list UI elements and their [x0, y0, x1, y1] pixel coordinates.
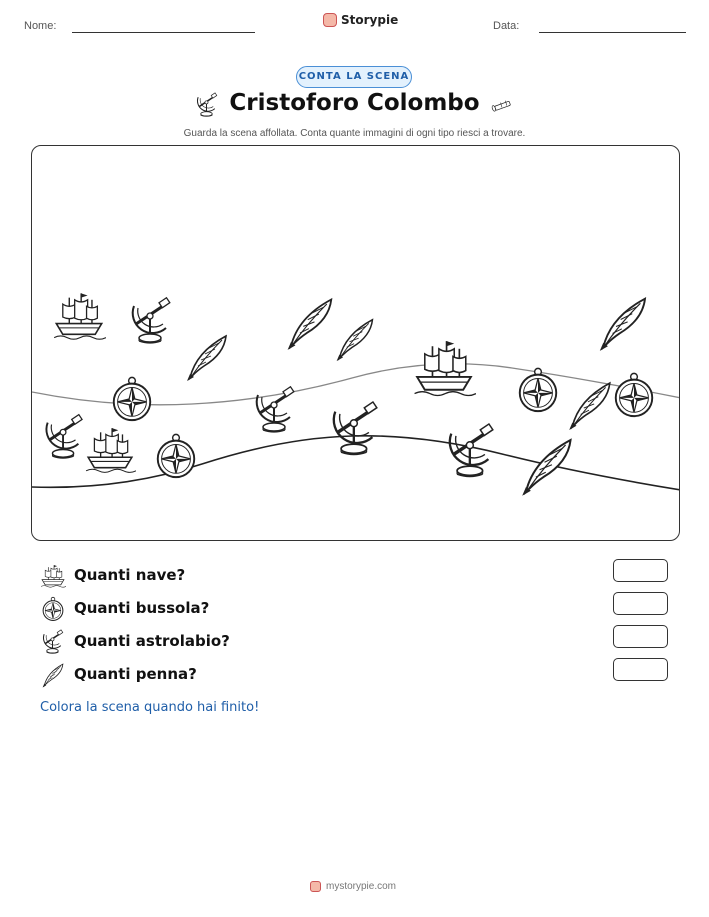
name-label: Nome:: [24, 20, 57, 32]
question-row-quill: [40, 662, 670, 690]
ship-2: [86, 428, 136, 472]
quill-5: [569, 383, 610, 430]
activity-badge: CONTA LA SCENA: [296, 66, 412, 88]
astrolabe-4: [334, 402, 377, 455]
question-label: Quanti bussola?: [74, 599, 210, 617]
answer-box-ship[interactable]: [613, 559, 668, 582]
astrolabe-3: [257, 387, 294, 432]
storypie-logo-icon: [323, 13, 337, 27]
quill-icon: [40, 662, 66, 688]
quill-2: [187, 336, 226, 381]
date-label: Data:: [493, 20, 520, 32]
answer-box-astrolabe[interactable]: [613, 625, 668, 648]
instructions-subtitle: Guarda la scena affollata. Conta quante immagini di ogni tipo riesci a trovare.: [183, 128, 526, 139]
question-row-astrolabe: [40, 629, 670, 657]
storypie-brand: [323, 13, 398, 27]
page-title: Cristoforo Colombo: [229, 90, 480, 116]
question-label: Quanti astrolabio?: [74, 632, 230, 650]
answer-box-quill[interactable]: [613, 658, 668, 681]
quill-1: [288, 299, 332, 349]
question-row-compass: [40, 596, 670, 624]
question-label: Quanti penna?: [74, 665, 197, 683]
coloring-instruction: Colora la scena quando hai finito!: [40, 700, 260, 715]
astrolabe-1: [133, 298, 170, 343]
counting-scene: [31, 145, 680, 541]
astrolabe-2: [46, 415, 82, 458]
storypie-logo-icon: [310, 881, 321, 892]
site-url: mystorypie.com: [326, 881, 397, 892]
spyglass-icon: [488, 94, 516, 118]
compass-3: [520, 368, 556, 411]
ship-3: [415, 341, 476, 395]
ship-1: [54, 293, 106, 339]
astrolabe-icon: [40, 629, 66, 655]
footer-site: [310, 881, 396, 892]
compass-icon: [40, 596, 66, 622]
compass-2: [158, 434, 194, 477]
brand-name: Storypie: [341, 13, 399, 27]
name-line[interactable]: [72, 32, 255, 33]
compass-4: [616, 373, 652, 416]
quill-3: [337, 320, 373, 361]
ship-icon: [40, 563, 66, 589]
question-row-ship: [40, 563, 670, 591]
answer-box-compass[interactable]: [613, 592, 668, 615]
compass-1: [114, 377, 150, 420]
date-line[interactable]: [539, 32, 686, 33]
quill-4: [600, 299, 645, 351]
question-label: Quanti nave?: [74, 566, 186, 584]
